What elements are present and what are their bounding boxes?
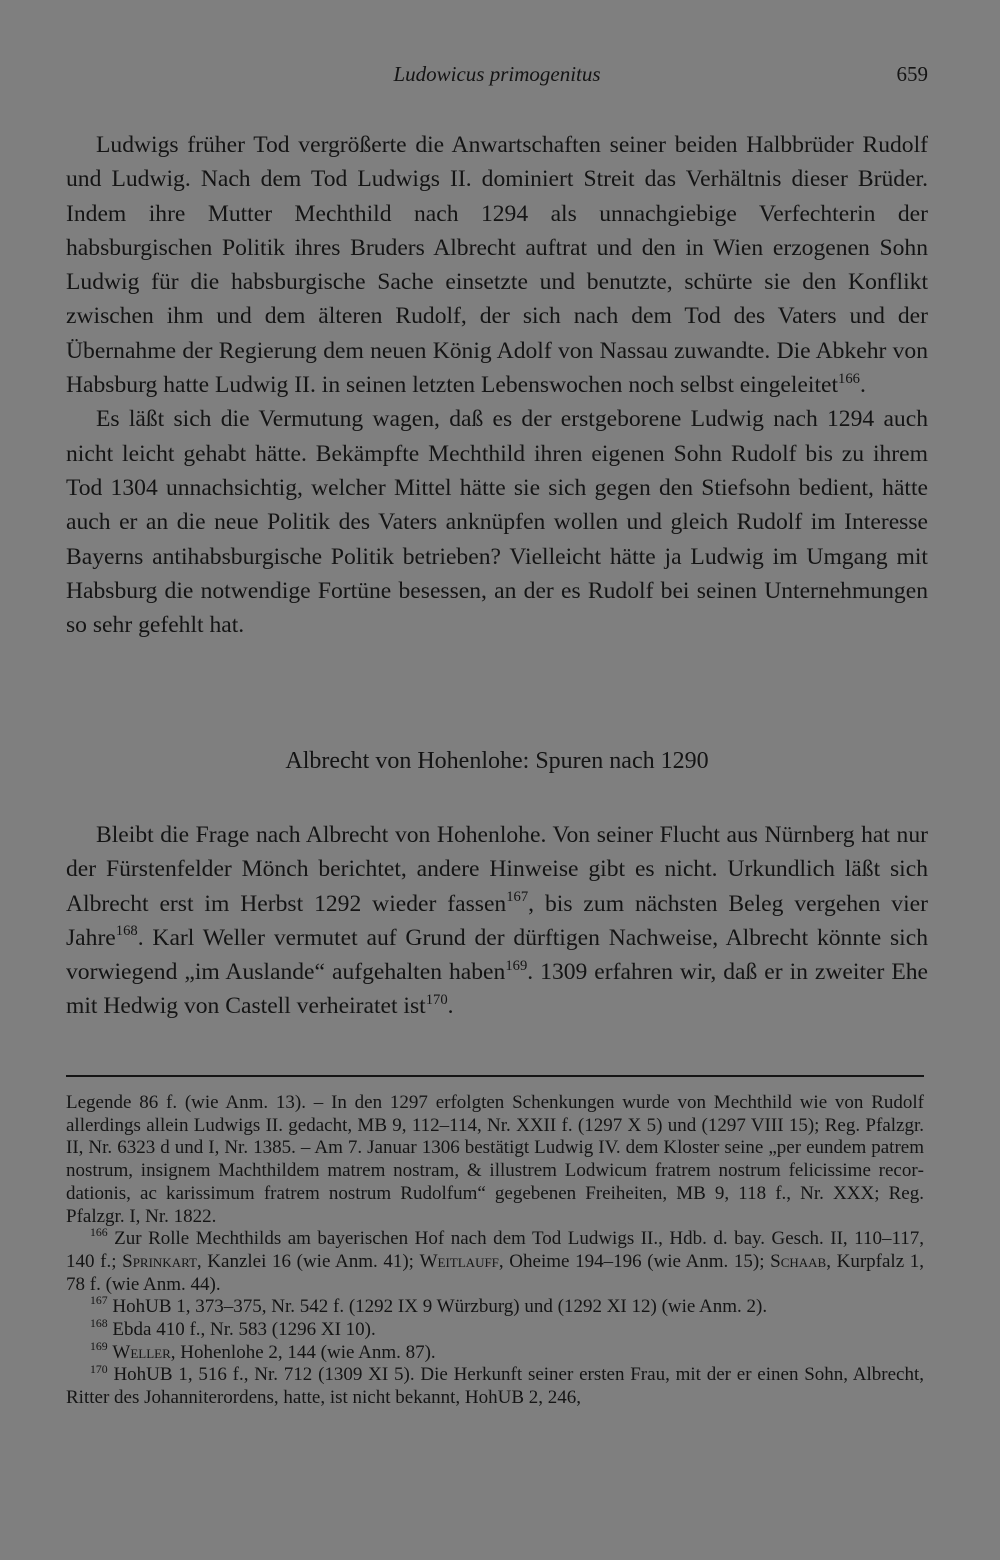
paragraph: [66, 128, 928, 402]
text-run: , Oheime 194–196 (wie Anm. 15);: [498, 1250, 771, 1272]
main-text-section-1: [66, 128, 928, 642]
footnote-ref: 168: [90, 1317, 108, 1331]
text-run: , Kurpfalz 1, 78 f. (wie Anm. 44).: [66, 1250, 925, 1295]
paragraph: [66, 402, 928, 642]
text-run: Ludwigs früher Tod vergrößerte die Anwartschaften seiner beiden Halbbrüder Rudolf und Ludwig. Nach dem Tod Ludwigs II. dominiert Streit das Verhältnis dieser Brüder. Indem ihre Mutter Mechthild nach 1294 als unnachgiebige Verfechterin der habsburgischen Politik ihres Bruders Albrecht auftrat und den in Wien erzogenen Sohn Ludwig für die habsburgische Sache einsetzte und benutzte, schürte sie den Konflikt zwischen ihm und dem älteren Rudolf, der sich nach dem Tod des Vaters und der Übernahme der Regierung dem neuen König Adolf von Nassau zuwandte. Die Abkehr von Habsburg hatte Ludwig II. in seinen letzten Lebenswochen noch selbst eingeleitet: [66, 132, 928, 399]
footnote-ref: 169: [90, 1339, 108, 1353]
footnote-ref: 170: [90, 1362, 108, 1376]
footnote-166: [66, 1228, 924, 1296]
text-run: HohUB 1, 516 f., Nr. 712 (1309 XI 5). Die Herkunft seiner ersten Frau, mit der er einen Sohn, Albrecht, Ritter des Johanniterordens, hatte, ist nicht bekannt, HohUB 2, 246,: [66, 1364, 924, 1409]
text-run: Es läßt sich die Vermutung wagen, daß es der erstgeborene Ludwig nach 1294 auch nicht leicht gehabt hätte. Bekämpfte Mechthild ihren eigenen Sohn Rudolf bis zu ihrem Tod 1304 unnachsichtig, welcher Mittel hätte sie sich gegen den Stiefsohn bedient, hätte auch er an die neue Politik des Vaters anknüpfen wollen und gleich Rudolf im Interesse Bayerns antihabsburgische Politik betrieben? Vielleicht hätte ja Ludwig im Umgang mit Habsburg die notwendige Fortüne besessen, an der es Rudolf bei seinen Unternehmungen so sehr gefehlt hat.: [66, 406, 928, 639]
text-run: Legende 86 f. (wie Anm. 13). – In den 1297 erfolgten Schenkungen wurde von Mechthild wie von Rudolf allerdings allein Ludwigs II. gedacht, MB 9, 112–114, Nr. XXII f. (1297 X 5) und (1297 VIII 15); Reg. Pfalzgr. II, Nr. 6323 d und I, Nr. 1385. – Am 7. Januar 1306 bestätigt Ludwig IV. dem Kloster seine „per eundem patrem nostrum, insignem Machthildem matrem nostram, & illustrem Lodwicum fratrem nostrum felicissime recordationis, ac karissimum fratrem nostrum Rudolfum“ gegebenen Freiheiten, MB 9, 118 f., Nr. XXX; Reg. Pfalzgr. I, Nr. 1822.: [66, 1092, 924, 1227]
footnote-168: [66, 1319, 924, 1342]
footnote-ref: 168: [115, 923, 138, 940]
footnote-ref: 170: [425, 991, 448, 1008]
footnote-167: [66, 1296, 924, 1319]
running-header: [66, 62, 928, 92]
text-run: . 1309 erfahren wir, daß er in zweiter Ehe mit Hedwig von Castell verheiratet ist: [66, 959, 928, 1020]
footnote-ref: 166: [838, 370, 860, 387]
main-text-section-2: [66, 818, 928, 1024]
text-run: . Karl Weller vermutet auf Grund der dürftigen Nachweise, Albrecht könnte sich vorwiegend „im Auslande“ aufgehalten haben: [66, 924, 928, 986]
author-name: Weller: [112, 1341, 171, 1363]
footnote-169: [66, 1339, 924, 1365]
section-heading: Albrecht von Hohenlohe: Spuren nach 1290: [285, 748, 709, 774]
text-run: , Hohenlohe 2, 144 (wie Anm. 87).: [170, 1341, 436, 1363]
footnotes: [66, 1092, 924, 1410]
footnote-170: [66, 1364, 924, 1409]
footnote-ref: 169: [505, 957, 528, 974]
footnote-ref: 166: [90, 1226, 108, 1240]
footnote-continuation: [66, 1092, 924, 1228]
footnote-ref: 167: [90, 1294, 108, 1308]
text-run: Zur Rolle Mechthilds am bayerischen Hof nach dem Tod Ludwigs II., Hdb. d. bay. Gesch. II, 110–117, 140 f.;: [66, 1228, 924, 1272]
page-number: 659: [896, 62, 928, 86]
running-title: Ludowicus primogenitus: [393, 62, 601, 86]
author-name: Sprinkart: [122, 1250, 197, 1272]
text-run: Bleibt die Frage nach Albrecht von Hohenlohe. Von seiner Flucht aus Nürnberg hat nur der Fürstenfelder Mönch berichtet, andere Hinweise gibt es nicht. Urkundlich läßt sich Albrecht erst im Herbst 1292 wieder fassen: [66, 822, 928, 917]
text-run: .: [447, 993, 454, 1020]
text-run: HohUB 1, 373–375, Nr. 542 f. (1292 IX 9 Würzburg) und (1292 XI 12) (wie Anm. 2).: [107, 1296, 768, 1318]
author-name: Weitlauff: [419, 1250, 499, 1272]
footnote-separator: [66, 1075, 924, 1077]
footnote-ref: 167: [506, 889, 529, 906]
text-run: , Kanzlei 16 (wie Anm. 41);: [196, 1250, 420, 1272]
author-name: Schaab: [770, 1250, 827, 1272]
paragraph: [66, 818, 928, 1024]
text-run: Ebda 410 f., Nr. 583 (1296 XI 10).: [107, 1319, 376, 1341]
text-run: , bis zum nächsten Beleg vergehen vier Jahre: [66, 890, 928, 951]
text-run: .: [859, 372, 866, 399]
